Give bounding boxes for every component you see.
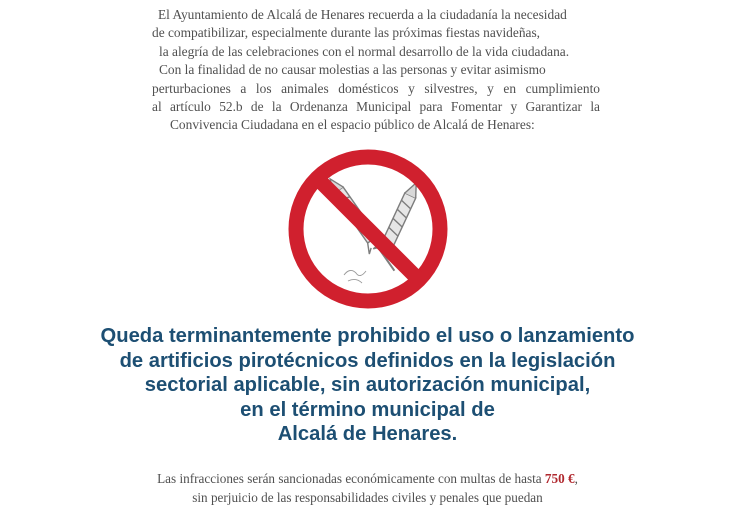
no-fireworks-icon: [286, 147, 450, 311]
intro-line: de compatibilizar, especialmente durante las próximas fiestas navideñas,: [152, 25, 541, 41]
headline-line: sectorial aplicable, sin autorización municipal,: [144, 374, 591, 397]
headline-line: en el término municipal de: [240, 398, 495, 421]
intro-line: perturbaciones a los animales domésticos y silvestres, y en cumplimiento: [152, 80, 600, 96]
intro-paragraph: [150, 6, 600, 135]
fine-amount: 750 €: [544, 471, 575, 486]
intro-line: la alegría de las celebraciones con el normal desarrollo de la vida ciudadana.: [159, 43, 570, 59]
sanctions-line: [80, 469, 655, 488]
headline-line: Alcalá de Henares.: [277, 423, 458, 446]
sanctions-text: Las infracciones serán sancionadas económicamente con multas de hasta: [157, 471, 545, 486]
prohibition-headline: [40, 324, 695, 447]
headline-line: Queda terminantemente prohibido el uso o lanzamiento: [100, 325, 635, 347]
sanctions-line: sin perjuicio de las responsabilidades civiles y penales que puedan: [192, 490, 543, 505]
sanctions-paragraph: [80, 469, 655, 507]
sanctions-comma: ,: [574, 471, 578, 486]
intro-line: Con la finalidad de no causar molestias a las personas y evitar asimismo: [159, 62, 546, 78]
intro-line: El Ayuntamiento de Alcalá de Henares recuerda a la ciudadanía la necesidad: [158, 7, 567, 22]
intro-line: Convivencia Ciudadana en el espacio público de Alcalá de Henares:: [170, 117, 535, 133]
intro-line: al artículo 52.b de la Ordenanza Municipal para Fomentar y Garantizar la: [152, 99, 600, 115]
headline-line: de artificios pirotécnicos definidos en la legislación: [119, 349, 616, 372]
